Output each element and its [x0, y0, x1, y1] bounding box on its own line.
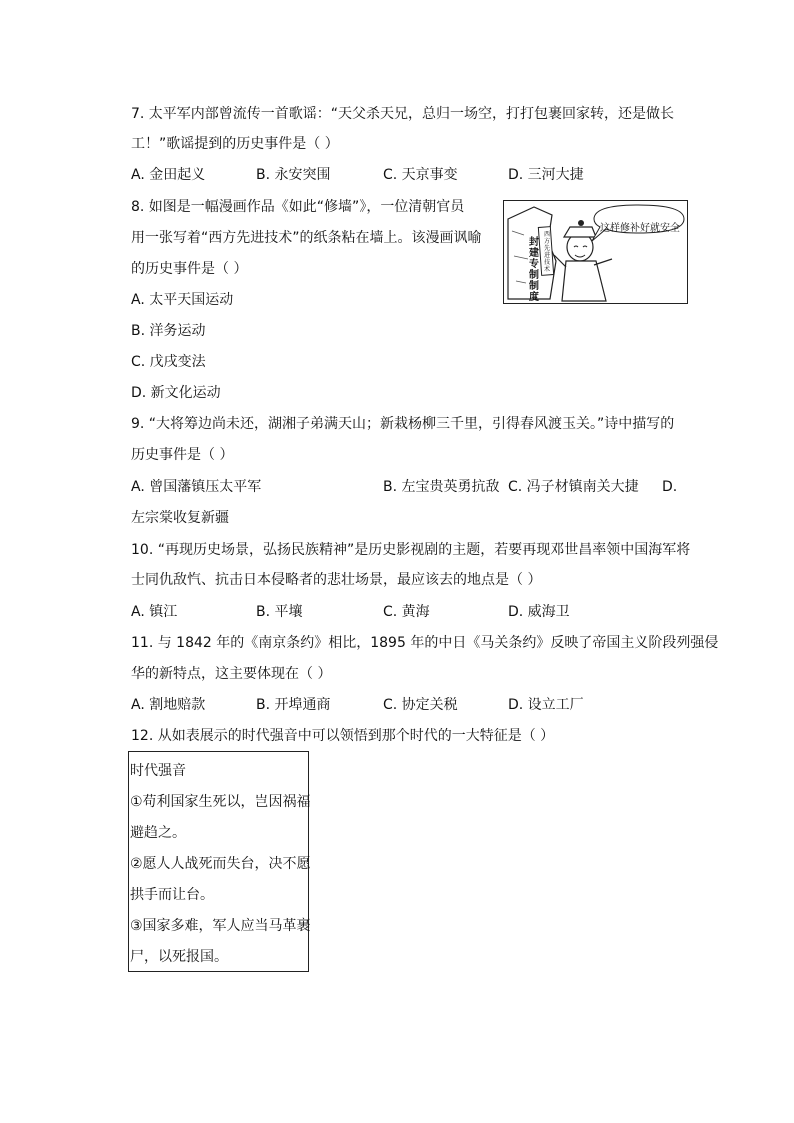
q11-option-b: B. 开埠通商	[256, 697, 331, 713]
q8-option-a: A. 太平天国运动	[131, 292, 234, 308]
quote-table-header: 时代强音	[130, 763, 186, 779]
quote-table-row: ①苟利国家生死以，岂因祸福	[130, 794, 311, 810]
quote-table-row: ③国家多难，军人应当马革裹	[130, 918, 311, 934]
q8-stem-line2: 用一张写着“西方先进技术”的纸条粘在墙上。该漫画讽喻	[131, 230, 482, 246]
quote-table-row: 拱手而让台。	[130, 887, 214, 903]
q9-stem-line1: 9. “大将筹边尚未还，湖湘子弟满天山；新栽杨柳三千里，引得春风渡玉关。”诗中描写的	[131, 416, 675, 432]
q10-stem-line2: 士同仇敌忾、抗击日本侵略者的悲壮场景，最应该去的地点是（ ）	[131, 572, 542, 588]
cartoon-speech-text: 这样修补好就安全	[600, 223, 680, 234]
q7-option-a: A. 金田起义	[131, 167, 206, 183]
q11-stem-line2: 华的新特点，这主要体现在（ ）	[131, 666, 332, 682]
q8-option-b: B. 洋务运动	[131, 323, 206, 339]
cartoon-image	[503, 200, 688, 304]
q10-option-a: A. 镇江	[131, 604, 178, 620]
q10-option-c: C. 黄海	[383, 604, 430, 620]
q12-stem-line1: 12. 从如表展示的时代强音中可以领悟到那个时代的一大特征是（ ）	[131, 728, 555, 744]
q10-option-b: B. 平壤	[256, 604, 303, 620]
q11-stem-line1: 11. 与 1842 年的《南京条约》相比，1895 年的中日《马关条约》反映了帝国主义阶段列强侵	[131, 635, 719, 651]
cartoon-paper-label: 西方先进技术	[544, 231, 551, 273]
q7-option-b: B. 永安突围	[256, 167, 331, 183]
q9-option-b: B. 左宝贵英勇抗敌	[383, 479, 500, 495]
quote-table-row: 尸，以死报国。	[130, 949, 228, 965]
q7-stem-line2: 工！”歌谣提到的历史事件是（ ）	[131, 136, 339, 152]
q11-option-a: A. 割地赔款	[131, 697, 206, 713]
q11-option-c: C. 协定关税	[383, 697, 458, 713]
quote-table-row: 避趋之。	[130, 825, 186, 841]
q7-option-d: D. 三河大捷	[508, 167, 584, 183]
q10-stem-line1: 10. “再现历史场景，弘扬民族精神”是历史影视剧的主题，若要再现邓世昌率领中国海军将	[131, 542, 691, 558]
q9-option-a: A. 曾国藩镇压太平军	[131, 479, 262, 495]
q11-option-d: D. 设立工厂	[508, 697, 584, 713]
q9-stem-line2: 历史事件是（ ）	[131, 447, 234, 463]
q7-stem-line1: 7. 太平军内部曾流传一首歌谣：“天父杀天兄，总归一场空，打打包裹回家转，还是做长	[131, 106, 675, 122]
q8-option-c: C. 戊戌变法	[131, 354, 206, 370]
cartoon-wall-label: 封建专制制度	[529, 237, 539, 303]
q8-option-d: D. 新文化运动	[131, 385, 221, 401]
q10-option-d: D. 威海卫	[508, 604, 570, 620]
q7-option-c: C. 天京事变	[383, 167, 458, 183]
q8-stem-line3: 的历史事件是（ ）	[131, 261, 248, 277]
quote-table-row: ②愿人人战死而失台，决不愿	[130, 856, 311, 872]
q9-option-d-label: D.	[662, 479, 678, 495]
q8-stem-line1: 8. 如图是一幅漫画作品《如此“修墙”》，一位清朝官员	[131, 199, 465, 215]
quote-table	[128, 751, 309, 972]
q9-option-d-text: 左宗棠收复新疆	[131, 510, 229, 526]
q9-option-c: C. 冯子材镇南关大捷	[508, 479, 639, 495]
